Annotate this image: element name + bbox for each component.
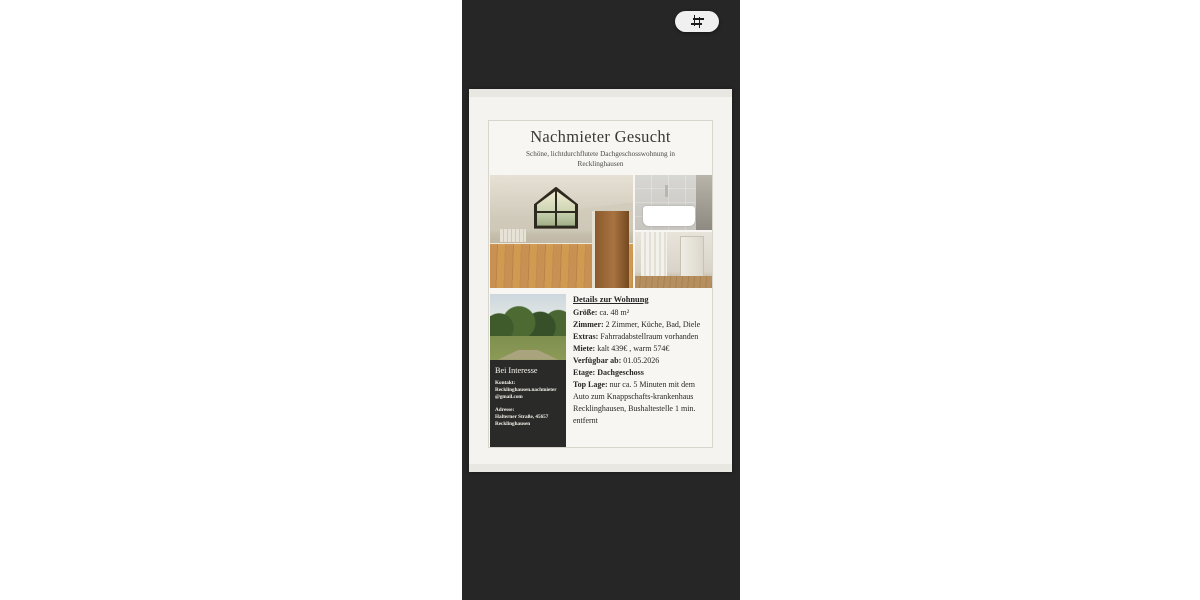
contact-box bbox=[490, 360, 566, 448]
bathroom-photo bbox=[635, 175, 712, 231]
flyer-header bbox=[489, 121, 712, 175]
detail-row bbox=[573, 379, 704, 427]
detail-label: Größe: bbox=[573, 307, 598, 317]
detail-row bbox=[573, 319, 704, 331]
attic-room-photo bbox=[490, 175, 633, 288]
detail-row bbox=[573, 355, 704, 367]
detail-value: nur ca. 5 Minuten mit dem Auto zum Knappschafts-krankenhaus Recklinghausen, Bushaltestelle 1 min. entfernt bbox=[573, 379, 696, 425]
contact-email[interactable]: Recklinghausen.nachmieter@gmail.com bbox=[495, 387, 557, 400]
address-value: Halterner Straße, 45657 Recklinghausen bbox=[495, 414, 549, 427]
crop-icon[interactable] bbox=[691, 15, 704, 28]
detail-value: ca. 48 m² bbox=[599, 307, 630, 317]
detail-label: Extras: bbox=[573, 331, 599, 341]
detail-value: 01.05.2026 bbox=[623, 355, 660, 365]
crop-toolbar[interactable] bbox=[675, 11, 719, 32]
details-column bbox=[573, 294, 704, 448]
flyer-card bbox=[488, 120, 713, 448]
detail-row bbox=[573, 367, 704, 379]
contact-label: Kontakt: bbox=[495, 379, 516, 386]
detail-label: Zimmer: bbox=[573, 319, 604, 329]
detail-label: Miete: bbox=[573, 343, 596, 353]
contact-heading: Bei Interesse bbox=[495, 365, 538, 375]
hallway-photo bbox=[635, 232, 712, 288]
detail-value: 2 Zimmer, Küche, Bad, Diele bbox=[605, 319, 701, 329]
address-label: Adresse: bbox=[495, 406, 515, 413]
detail-value: Fahrradabstellraum vorhanden bbox=[600, 331, 699, 341]
detail-label: Etage: bbox=[573, 367, 596, 377]
page-band-top bbox=[469, 89, 732, 97]
left-column bbox=[490, 294, 566, 448]
detail-label: Verfügbar ab: bbox=[573, 355, 622, 365]
flyer-subtitle: Schöne, lichtdurchflutete Dachgeschosswohnung in Recklinghausen bbox=[526, 150, 675, 168]
details-heading: Details zur Wohnung bbox=[573, 294, 649, 304]
flyer-body bbox=[489, 288, 712, 448]
document-page[interactable] bbox=[469, 89, 732, 472]
detail-value: kalt 439€ , warm 574€ bbox=[597, 343, 670, 353]
detail-label: Top Lage: bbox=[573, 379, 608, 389]
page-title: Nachmieter Gesucht bbox=[530, 127, 671, 146]
detail-row bbox=[573, 343, 704, 355]
photo-strip bbox=[489, 175, 713, 288]
garden-photo bbox=[490, 294, 566, 360]
detail-row bbox=[573, 331, 704, 343]
page-band-bottom bbox=[469, 464, 732, 472]
detail-row bbox=[573, 307, 704, 319]
photo-side-column bbox=[635, 175, 712, 288]
detail-value: Dachgeschoss bbox=[597, 367, 644, 377]
